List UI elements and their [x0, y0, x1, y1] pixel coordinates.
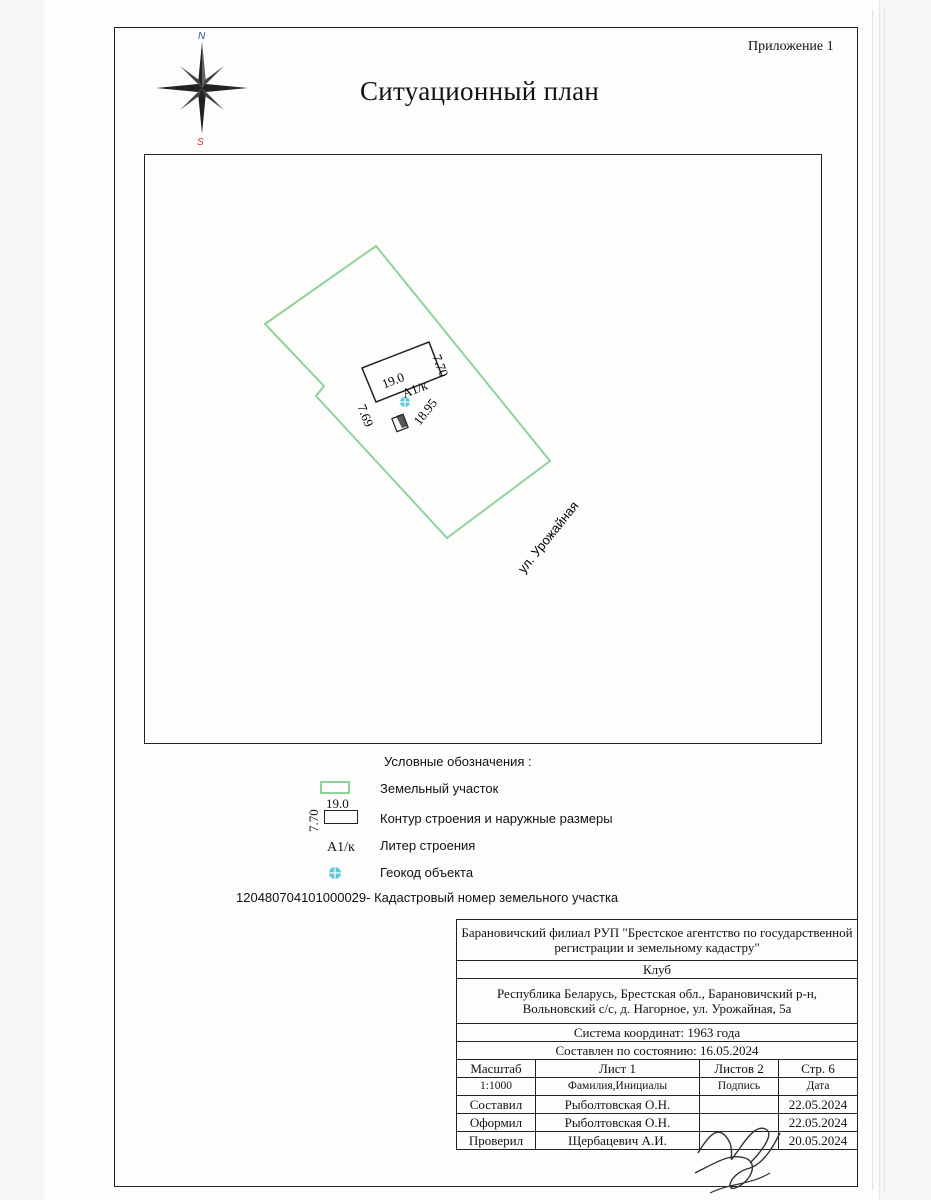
situation-plan	[144, 154, 822, 744]
stamp-col-date: Дата	[779, 1078, 858, 1096]
stamp-row	[457, 1114, 858, 1132]
stamp-col-sign: Подпись	[700, 1078, 779, 1096]
page-edge-line	[884, 10, 885, 1190]
stamp-scale-value: 1:1000	[457, 1078, 536, 1096]
legend-parcel-symbol	[320, 781, 350, 794]
stamp-role: Оформил	[457, 1114, 536, 1132]
legend-title: Условные обозначения :	[384, 754, 532, 769]
stamp-date: 20.05.2024	[779, 1132, 858, 1150]
stamp-address: Республика Беларусь, Брестская обл., Барановичский р-н, Вольновский с/с, д. Нагорное, ул. Урожайная, 5а	[457, 979, 858, 1024]
compass-rose-icon	[152, 28, 252, 146]
dim-right: 7.70	[429, 352, 452, 379]
compass-north-label: N	[198, 31, 206, 42]
stamp-sheet: Лист 1	[536, 1060, 700, 1078]
legend-geocode-text: Геокод объекта	[380, 865, 474, 880]
cadastral-number-line: 120480704101000029- Кадастровый номер земельного участка	[236, 890, 619, 905]
stamp-col-name: Фамилия,Инициалы	[536, 1078, 700, 1096]
stamp-date: 22.05.2024	[779, 1096, 858, 1114]
stamp-coordinate-system: Система координат: 1963 года	[457, 1024, 858, 1042]
stamp-state-date: Составлен по состоянию: 16.05.2024	[457, 1042, 858, 1060]
compass-south-label: S	[197, 137, 204, 146]
stamp-person: Рыболтовская О.Н.	[536, 1096, 700, 1114]
stamp-row	[457, 1096, 858, 1114]
stamp-role: Составил	[457, 1096, 536, 1114]
stamp-person: Щербацевич А.И.	[536, 1132, 700, 1150]
legend-building-symbol	[324, 810, 358, 824]
legend-building-side-dim: 7.70	[306, 809, 321, 832]
street-label: ул. Урожайная	[514, 498, 582, 576]
stamp-person: Рыболтовская О.Н.	[536, 1114, 700, 1132]
dim-bottom: 18.95	[410, 395, 441, 428]
page-title: Ситуационный план	[360, 76, 600, 106]
building-liter: А1/к	[399, 377, 430, 401]
legend-geocode-icon	[328, 866, 342, 880]
stamp-sheets-total: Листов 2	[700, 1060, 779, 1078]
dim-left: 7.69	[354, 402, 377, 429]
stamp-scale-label: Масштаб	[457, 1060, 536, 1078]
stamp-row	[457, 1132, 858, 1150]
stamp-object: Клуб	[457, 961, 858, 979]
legend-building-top-dim: 19.0	[326, 796, 349, 811]
title-block-table	[456, 919, 858, 1150]
stamp-page: Стр. 6	[779, 1060, 858, 1078]
legend-liter-text: Литер строения	[380, 838, 476, 853]
legend-building-text: Контур строения и наружные размеры	[380, 811, 613, 826]
stamp-date: 22.05.2024	[779, 1114, 858, 1132]
stamp-organization: Барановичский филиал РУП "Брестское агентство по государственной регистрации и земельному кадастру"	[457, 920, 858, 961]
legend-liter-symbol: А1/к	[327, 840, 355, 855]
page-edge-line	[872, 10, 873, 1190]
dim-top: 19.0	[379, 369, 407, 392]
stamp-signature-cell	[700, 1096, 779, 1114]
stamp-role: Проверил	[457, 1132, 536, 1150]
legend-parcel-text: Земельный участок	[380, 781, 499, 796]
appendix-label: Приложение 1	[748, 39, 834, 54]
handwritten-signature-icon	[690, 1113, 790, 1198]
